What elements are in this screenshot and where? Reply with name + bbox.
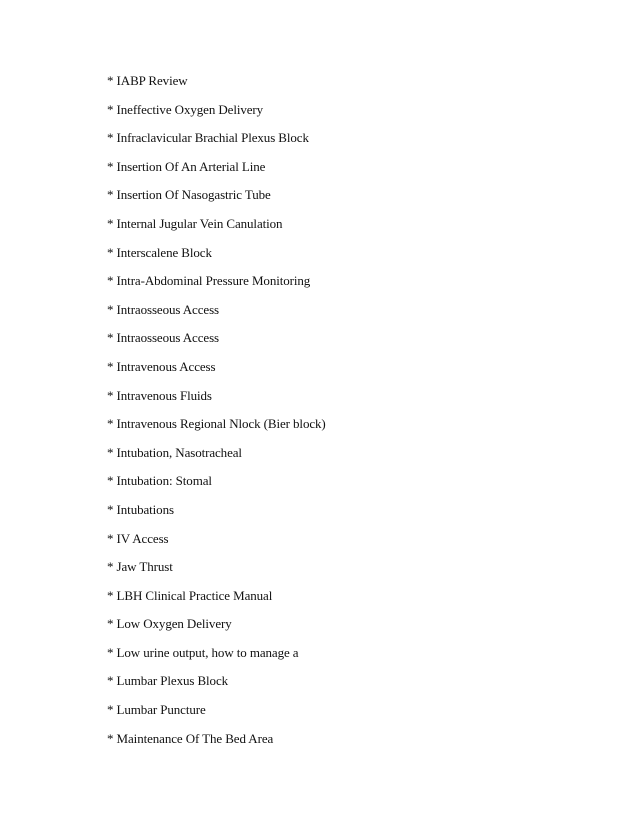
list-item: * Lumbar Puncture xyxy=(107,702,206,718)
list-item: * Low urine output, how to manage a xyxy=(107,644,299,660)
list-item: * IABP Review xyxy=(107,73,188,88)
list-item: * Intravenous Access xyxy=(107,358,216,374)
list-item: * Intravenous Fluids xyxy=(107,387,212,403)
list-item: * Maintenance Of The Bed Area xyxy=(107,730,274,746)
list-item: * Intra-Abdominal Pressure Monitoring xyxy=(107,273,311,289)
list-item: * Intubation: Stomal xyxy=(107,473,212,489)
topic-list xyxy=(107,72,607,758)
list-item: * Intraosseous Access xyxy=(107,330,219,346)
list-item: * Internal Jugular Vein Canulation xyxy=(107,215,283,231)
list-item: * Insertion Of An Arterial Line xyxy=(107,158,266,174)
list-item: * Interscalene Block xyxy=(107,244,212,260)
list-item: * Intravenous Regional Nlock (Bier block) xyxy=(107,416,326,432)
list-item: * LBH Clinical Practice Manual xyxy=(107,587,273,603)
list-item: * Insertion Of Nasogastric Tube xyxy=(107,187,271,203)
list-item: * Low Oxygen Delivery xyxy=(107,616,232,632)
list-item: * Intubation, Nasotracheal xyxy=(107,444,242,460)
list-item: * IV Access xyxy=(107,530,169,546)
list-item: * Lumbar Plexus Block xyxy=(107,673,229,689)
list-item: * Ineffective Oxygen Delivery xyxy=(107,101,264,117)
list-item: * Intraosseous Access xyxy=(107,301,219,317)
list-item: * Intubations xyxy=(107,501,174,517)
list-item: * Jaw Thrust xyxy=(107,559,173,575)
list-item: * Infraclavicular Brachial Plexus Block xyxy=(107,130,309,146)
